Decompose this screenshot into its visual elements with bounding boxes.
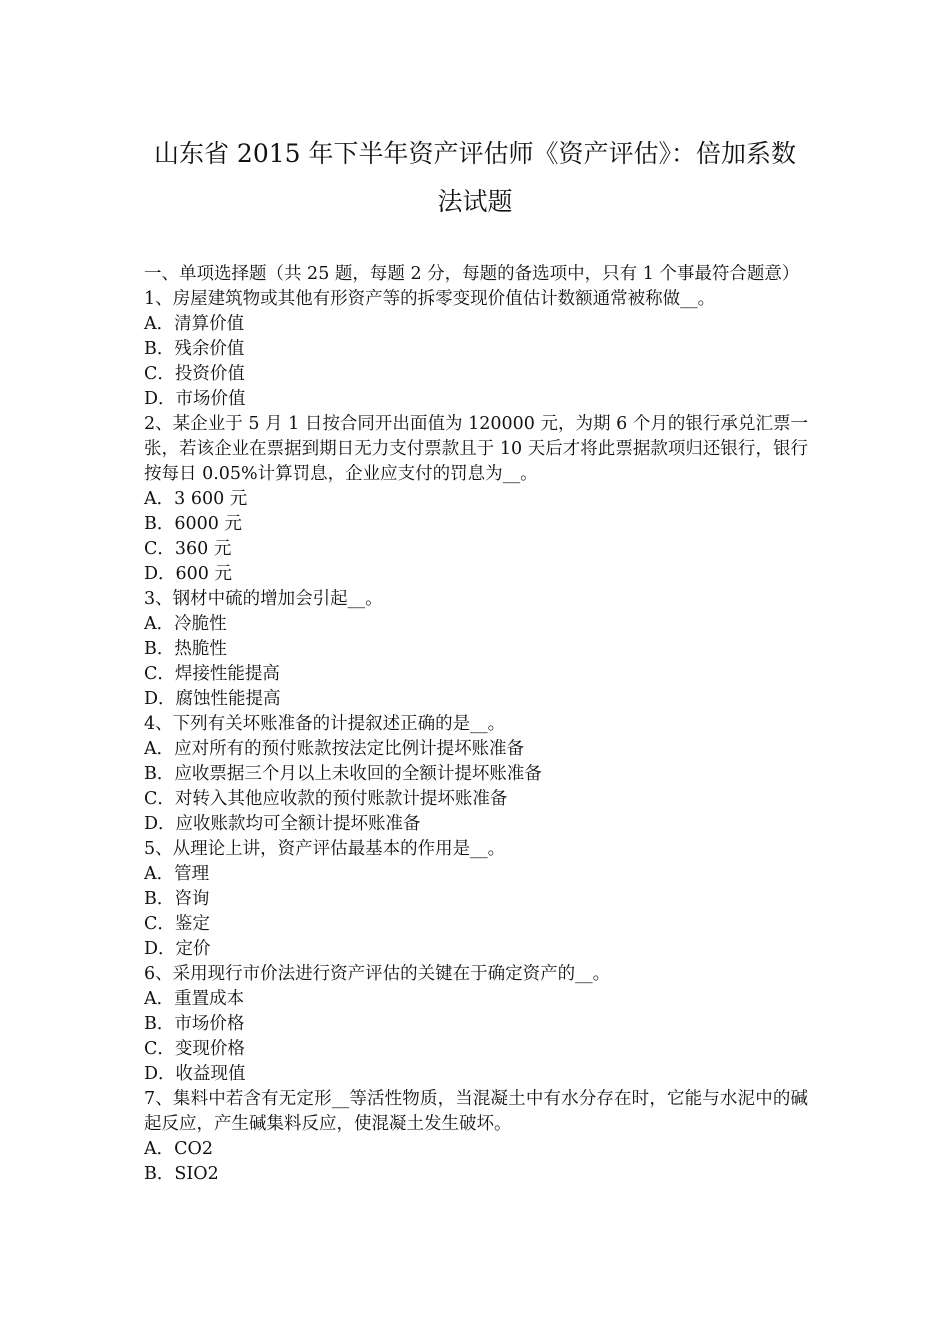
- question-6: [144, 962, 808, 1087]
- option-b: B．6000 元: [144, 514, 242, 534]
- option-c: C．焊接性能提高: [144, 664, 280, 684]
- question-5: [144, 837, 808, 962]
- question-stem: 5、从理论上讲，资产评估最基本的作用是__。: [144, 839, 506, 859]
- question-4: [144, 712, 808, 837]
- question-stem: 4、下列有关坏账准备的计提叙述正确的是__。: [144, 714, 506, 734]
- option-d: D．收益现值: [144, 1064, 246, 1084]
- document-title-line-1: 山东省 2015 年下半年资产评估师《资产评估》：倍加系数: [153, 139, 797, 168]
- option-b: B．咨询: [144, 889, 210, 909]
- option-a: A．3 600 元: [144, 489, 248, 509]
- option-d: D．600 元: [144, 564, 232, 584]
- option-d: D．腐蚀性能提高: [144, 689, 281, 709]
- option-b: B．残余价值: [144, 339, 245, 359]
- option-b: B．应收票据三个月以上未收回的全额计提坏账准备: [144, 764, 542, 784]
- option-c: C．鉴定: [144, 914, 210, 934]
- question-stem: 1、房屋建筑物或其他有形资产等的拆零变现价值估计数额通常被称做__。: [144, 289, 716, 309]
- option-b: B．市场价格: [144, 1014, 245, 1034]
- option-a: A．管理: [144, 864, 210, 884]
- question-1: [144, 287, 808, 412]
- option-d: D．定价: [144, 939, 211, 959]
- question-2: [144, 412, 808, 587]
- option-c: C．对转入其他应收款的预付账款计提坏账准备: [144, 789, 508, 809]
- question-stem: 3、钢材中硫的增加会引起__。: [144, 589, 383, 609]
- option-c: C．360 元: [144, 539, 232, 559]
- option-a: A．冷脆性: [144, 614, 227, 634]
- question-stem: 7、集料中若含有无定形__等活性物质，当混凝土中有水分存在时，它能与水泥中的碱起反应，产生碱集料反应，使混凝土发生破坏。: [144, 1089, 808, 1134]
- question-3: [144, 587, 808, 712]
- section-heading: 一、单项选择题（共 25 题，每题 2 分，每题的备选项中，只有 1 个事最符合题意）: [144, 264, 800, 284]
- document-title-line-2: 法试题: [437, 187, 513, 216]
- option-b: B．SIO2: [144, 1164, 219, 1184]
- option-b: B．热脆性: [144, 639, 227, 659]
- option-a: A．CO2: [144, 1139, 214, 1159]
- option-c: C．变现价格: [144, 1039, 245, 1059]
- option-a: A．应对所有的预付账款按法定比例计提坏账准备: [144, 739, 525, 759]
- question-7: [144, 1087, 808, 1187]
- option-a: A．清算价值: [144, 314, 245, 334]
- question-stem: 6、采用现行市价法进行资产评估的关键在于确定资产的__。: [144, 964, 611, 984]
- option-d: D．市场价值: [144, 389, 246, 409]
- option-a: A．重置成本: [144, 989, 245, 1009]
- option-c: C．投资价值: [144, 364, 245, 384]
- option-d: D．应收账款均可全额计提坏账准备: [144, 814, 421, 834]
- question-stem: 2、某企业于 5 月 1 日按合同开出面值为 120000 元，为期 6 个月的银行承兑汇票一张，若该企业在票据到期日无力支付票款且于 10 天后才将此票据款项归还银行，银行按每日 0.05%计算罚息，企业应支付的罚息为__。: [144, 414, 808, 484]
- document-body: [144, 262, 808, 1187]
